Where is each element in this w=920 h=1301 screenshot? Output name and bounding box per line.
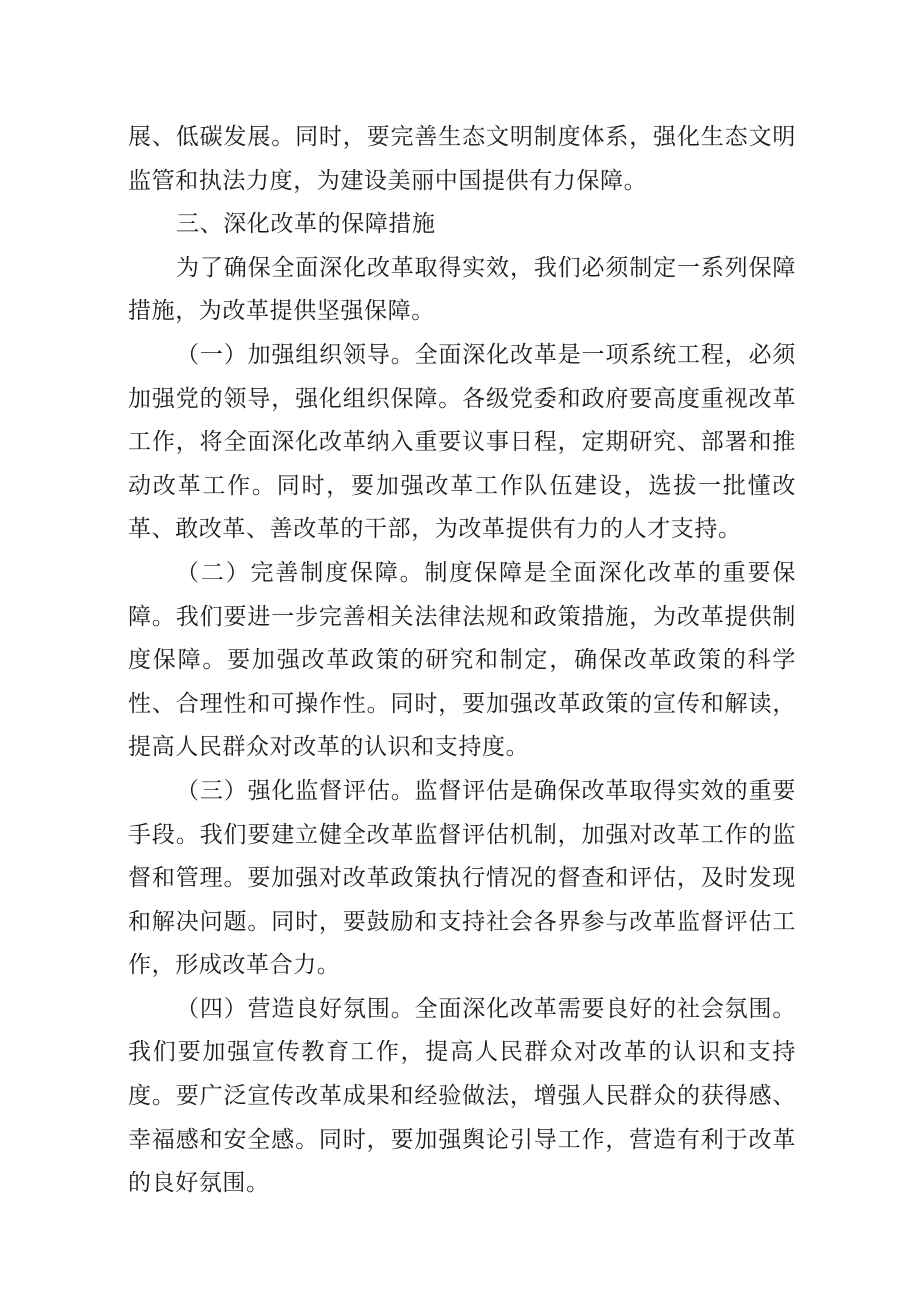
section-heading: 三、深化改革的保障措施 <box>176 211 436 238</box>
paragraph-intro: 为了确保全面深化改革取得实效，我们必须制定一系列保障措施，为改革提供坚强保障。 <box>128 254 796 325</box>
paragraph-item-2: （二）完善制度保障。制度保障是全面深化改革的重要保障。我们要进一步完善相关法律法规和政策措施，为改革提供制度保障。要加强改革政策的研究和制定，确保改革政策的科学性、合理性和可操作性。同时，要加强改革政策的宣传和解读，提高人民群众对改革的认识和支持度。 <box>128 559 796 761</box>
paragraph-continuation: 展、低碳发展。同时，要完善生态文明制度体系，强化生态文明监管和执法力度，为建设美丽中国提供有力保障。 <box>128 124 796 194</box>
paragraph-item-1: （一）加强组织领导。全面深化改革是一项系统工程，必须加强党的领导，强化组织保障。各级党委和政府要高度重视改革工作，将全面深化改革纳入重要议事日程，定期研究、部署和推动改革工作。同时，要加强改革工作队伍建设，选拔一批懂改革、敢改革、善改革的干部，为改革提供有力的人才支持。 <box>128 341 796 543</box>
paragraph-item-3: （三）强化监督评估。监督评估是确保改革取得实效的重要手段。我们要建立健全改革监督评估机制，加强对改革工作的监督和管理。要加强对改革政策执行情况的督查和评估，及时发现和解决问题。同时，要鼓励和支持社会各界参与改革监督评估工作，形成改革合力。 <box>128 777 796 979</box>
document-body <box>128 116 796 1206</box>
paragraph-item-4: （四）营造良好氛围。全面深化改革需要良好的社会氛围。我们要加强宣传教育工作，提高人民群众对改革的认识和支持度。要广泛宣传改革成果和经验做法，增强人民群众的获得感、幸福感和安全感。同时，要加强舆论引导工作，营造有利于改革的良好氛围。 <box>128 995 796 1197</box>
